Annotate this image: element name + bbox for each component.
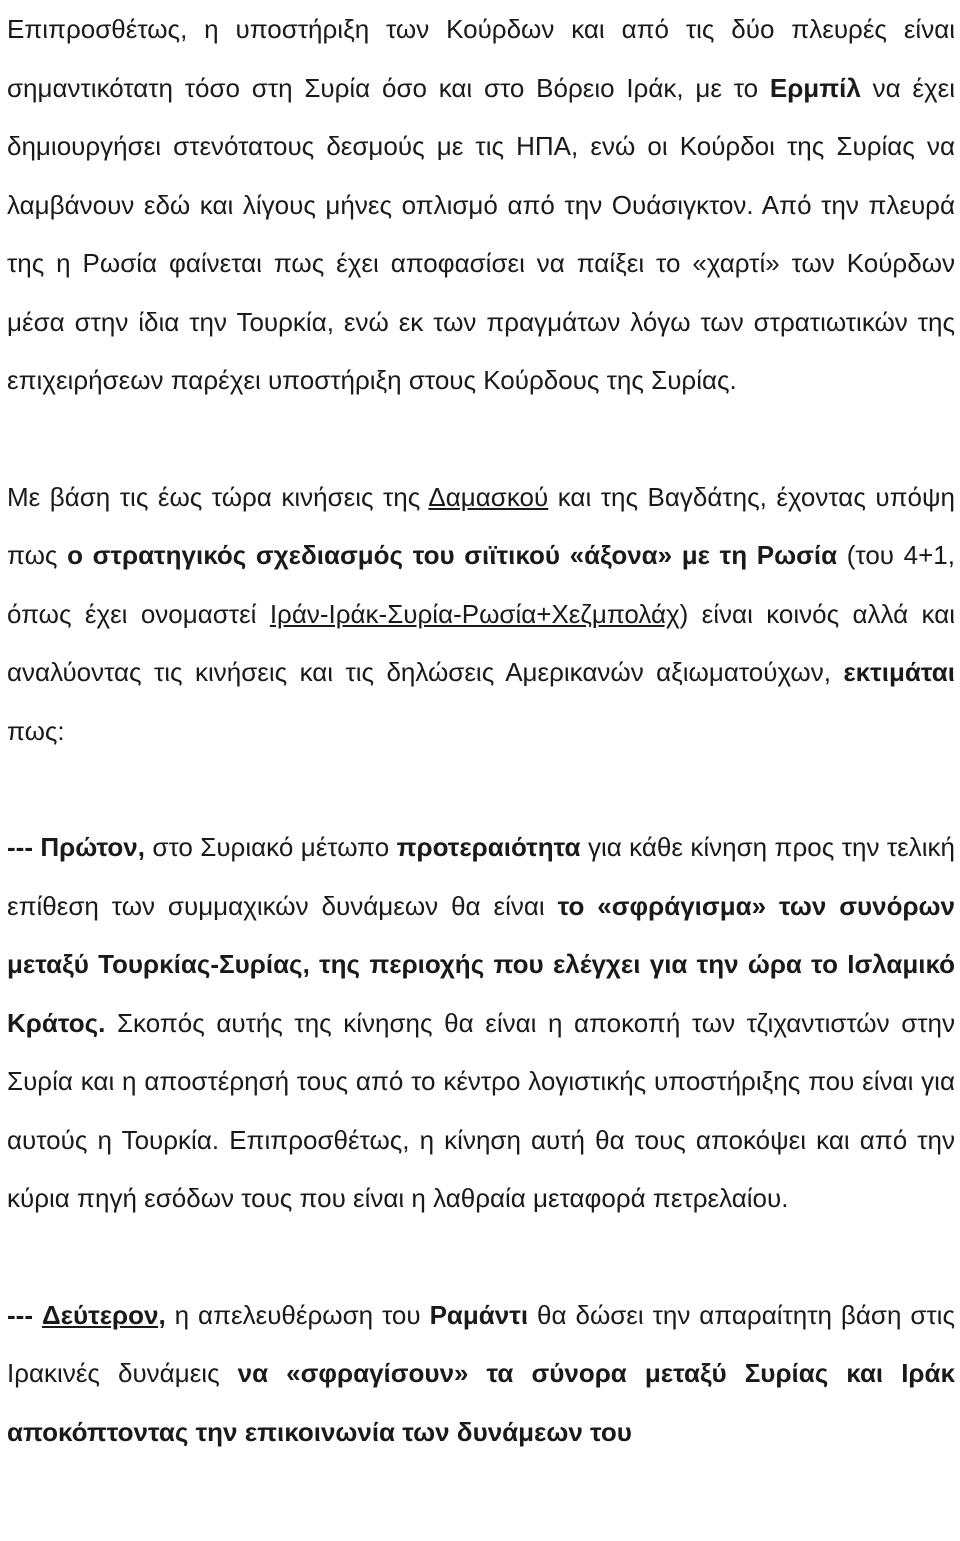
paragraph-first-point (7, 818, 955, 1228)
text-span: η απελευθέρωση του (174, 1299, 421, 1330)
bold-term-ramadi: Ραμάντι (429, 1299, 529, 1330)
bold-label-second: Δεύτερον, (41, 1299, 166, 1330)
bold-label-first: --- Πρώτον, (7, 832, 145, 862)
text-span: ) είναι κοινός αλλά και αναλύοντας τις κινήσεις και τις δηλώσεις Αμερικανών αξιωματούχων, (7, 598, 955, 687)
bold-phrase-seal-borders: να «σφραγίσουν» τα σύνορα μεταξύ Συρίας και Ιράκ αποκόπτοντας την επικοινωνία των δυνάμεων του (7, 1358, 955, 1447)
paragraph-axis (7, 468, 955, 761)
text-span: για κάθε κίνηση προς την τελική επίθεση των συμμαχικών δυνάμεων θα είναι (7, 832, 955, 921)
paragraph-spacer (7, 410, 955, 468)
text-span: Με βάση τις έως τώρα κινήσεις της (7, 481, 421, 512)
paragraph-kurds (7, 0, 955, 410)
text-span: (του 4+1, όπως έχει ονομαστεί (7, 540, 955, 629)
text-span: και της Βαγδάτης, έχοντας υπόψη πως (7, 481, 955, 570)
paragraph-spacer (7, 1228, 955, 1286)
bold-phrase-strategic-planning: ο στρατηγικός σχεδιασμός του σιϊτικού «άξονα» με τη Ρωσία (67, 540, 838, 570)
text-span: να έχει δημιουργήσει στενότατους δεσμούς με τις ΗΠΑ, ενώ οι Κούρδοι της Συρίας να λαμβάνουν εδώ και λίγους μήνες οπλισμό από την Ουάσιγκτον. Από την πλευρά της η Ρωσία φαίνεται πως έχει αποφασίσει να παίξει το «χαρτί» των Κούρδων μέσα στην ίδια την Τουρκία, ενώ εκ των πραγμάτων λόγω των στρατιωτικών της επιχειρήσεων παρέχει υποστήριξη στους Κούρδους της Συρίας. (7, 72, 955, 395)
bold-term-erbil: Ερμπίλ (769, 72, 861, 103)
text-span: στο Συριακό μέτωπο (152, 832, 390, 862)
underlined-term-alliance: Ιράν-Ιράκ-Συρία-Ρωσία+Χεζμπολάχ (269, 598, 680, 629)
text-span: Επιπροσθέτως, η υποστήριξη των Κούρδων και από τις δύο πλευρές είναι σημαντικότατη τόσο στη Συρία όσο και στο Βόρειο Ιράκ, με το (7, 14, 955, 103)
bold-dashes: --- (7, 1299, 33, 1330)
text-span: πως: (7, 715, 65, 746)
document-page (7, 0, 955, 1461)
text-span: Σκοπός αυτής της κίνησης θα είναι η αποκοπή των τζιχαντιστών στην Συρία και η αποστέρησή τους από το κέντρο λογιστικής υποστήριξης που είναι για αυτούς η Τουρκία. Επιπροσθέτως, η κίνηση αυτή θα τους αποκόψει και από την κύρια πηγή εσόδων τους που είναι η λαθραία μεταφορά πετρελαίου. (7, 1007, 955, 1213)
paragraph-second-point (7, 1286, 955, 1462)
bold-term-estimated: εκτιμάται (843, 657, 955, 687)
paragraph-spacer (7, 760, 955, 818)
bold-term-priority: προτεραιότητα (396, 832, 581, 862)
underlined-term-damascus: Δαμασκού (428, 481, 549, 512)
text-span: θα δώσει την απαραίτητη βάση στις Ιρακινές δυνάμεις (7, 1299, 955, 1388)
bold-phrase-border-sealing: το «σφράγισμα» των συνόρων μεταξύ Τουρκίας-Συρίας, της περιοχής που ελέγχει για την ώρα το Ισλαμικό Κράτος. (7, 890, 955, 1038)
